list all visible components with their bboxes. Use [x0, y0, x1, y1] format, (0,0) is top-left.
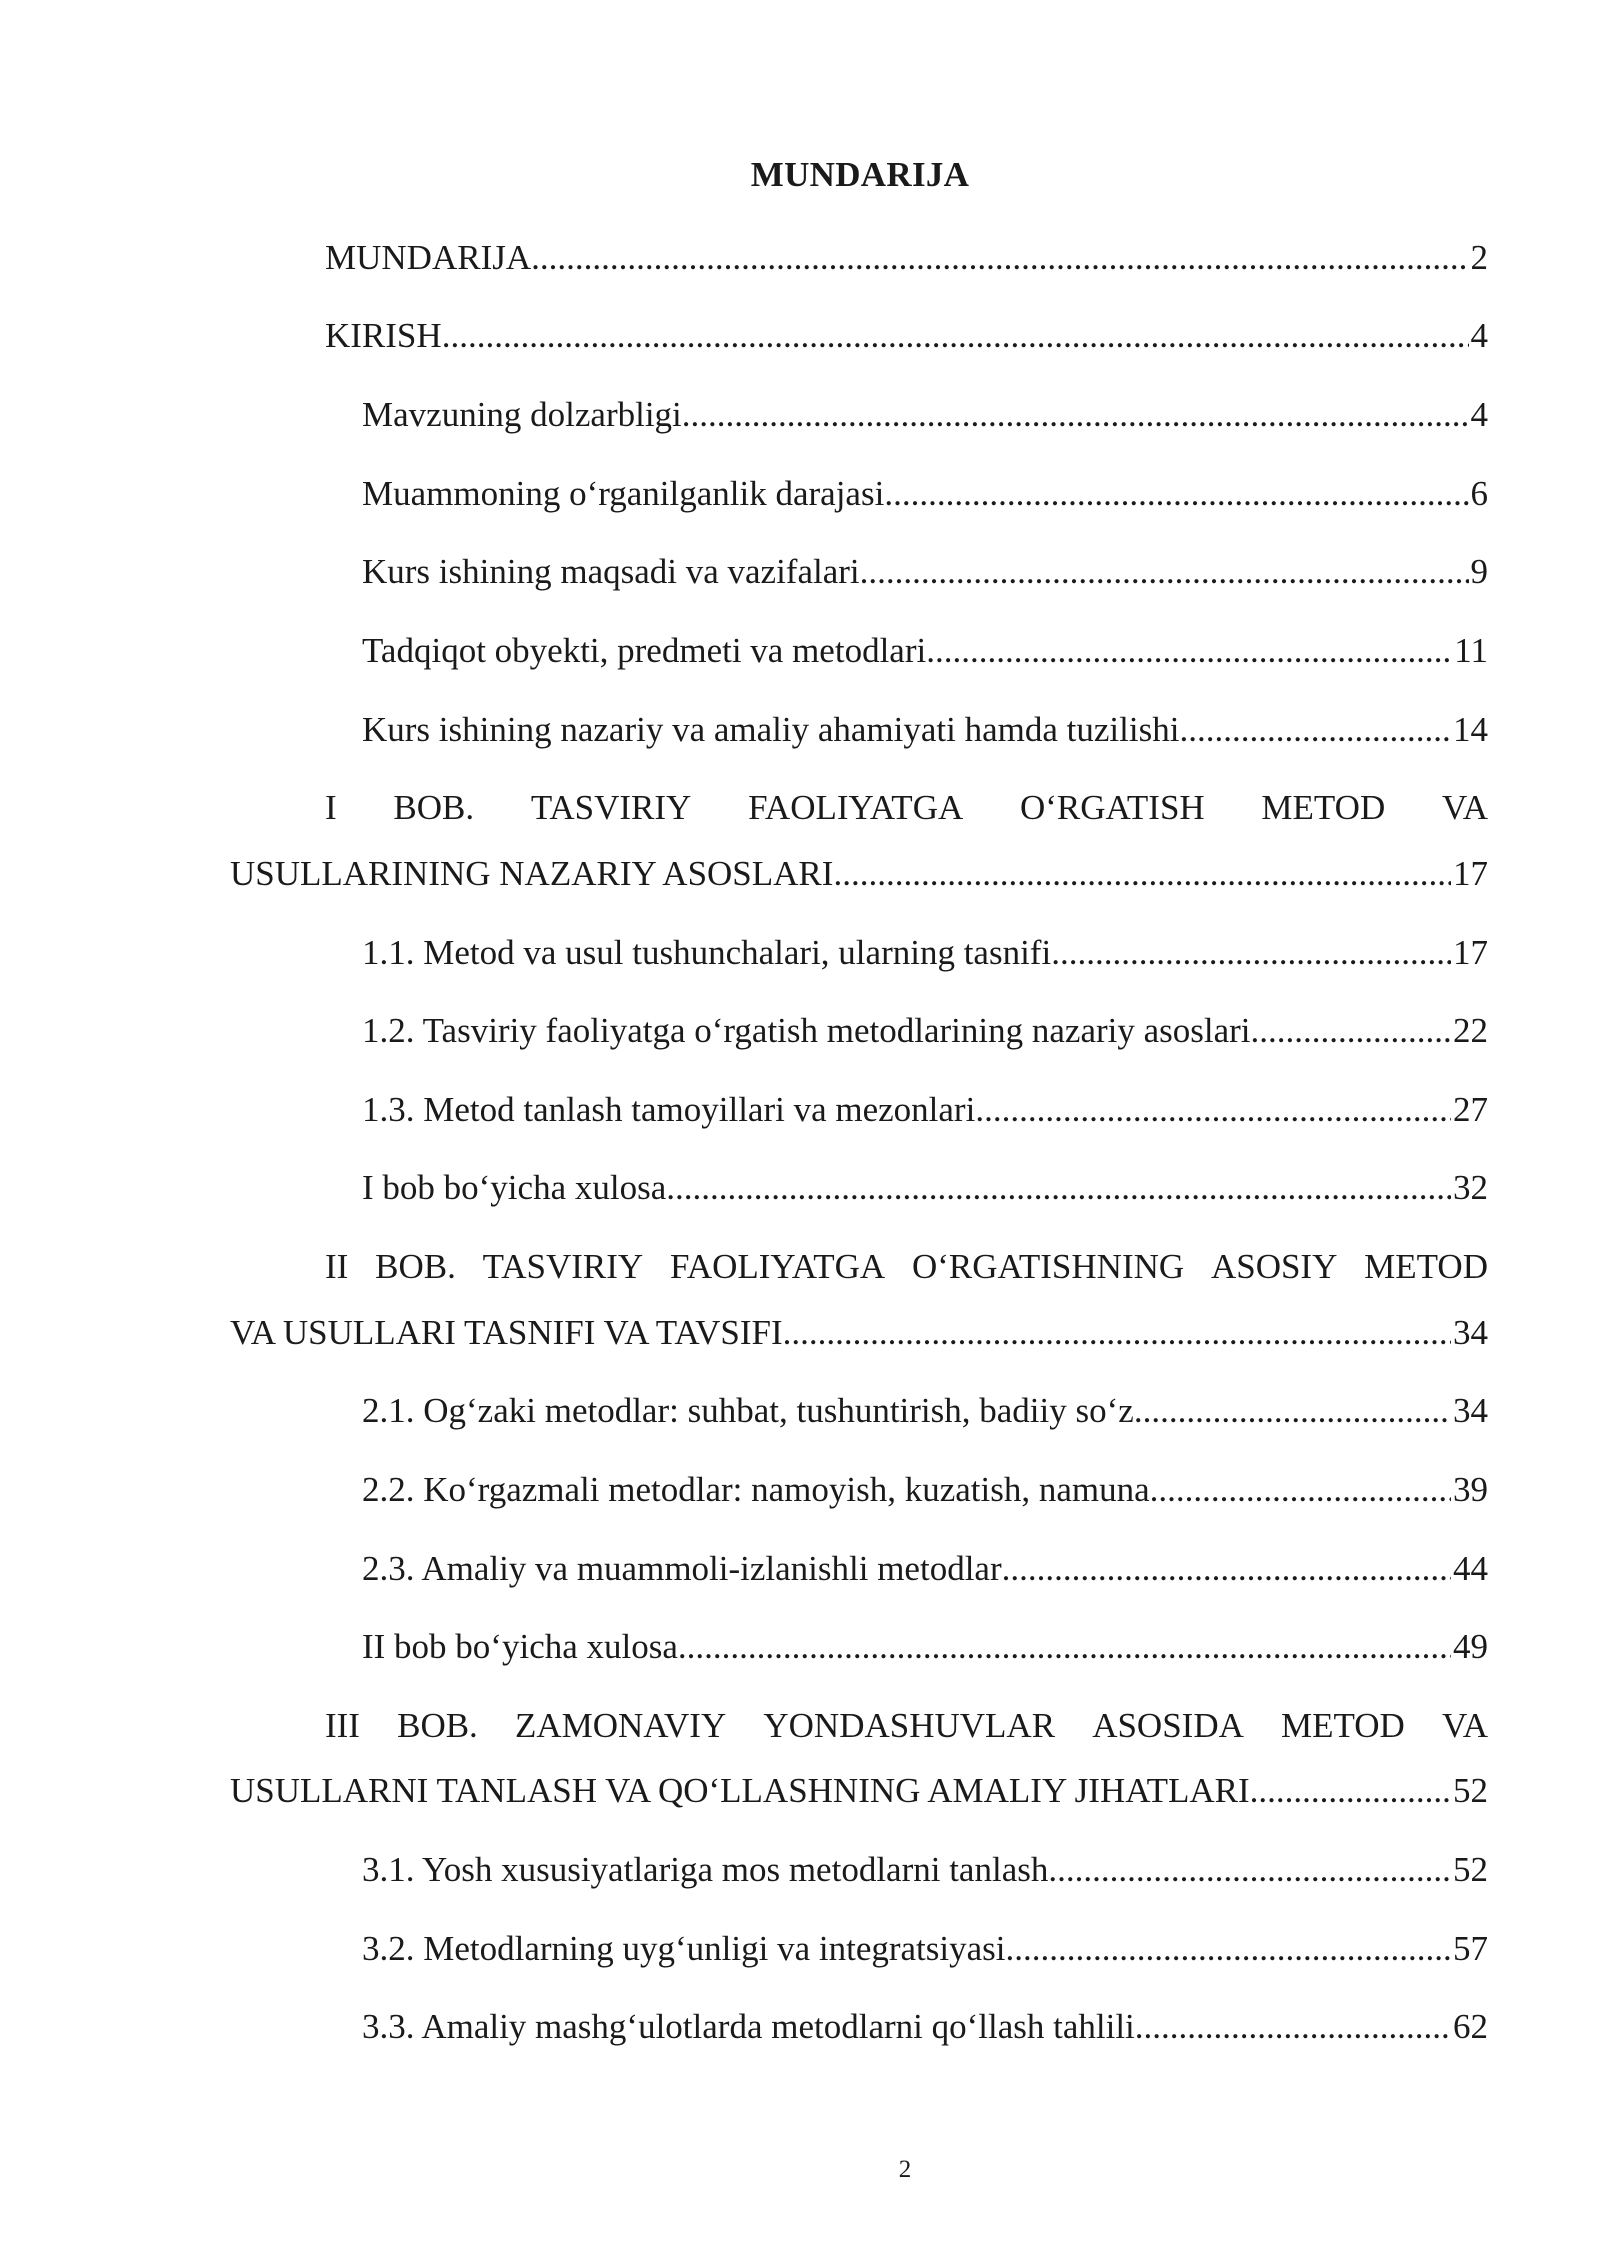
- toc-entry-label: 2.2. Ko‘rgazmali metodlar: namoyish, kuzatish, namuna: [362, 1470, 1150, 1509]
- heading-word: O‘RGATISHNING: [911, 1247, 1185, 1286]
- dot-leader: [926, 626, 1452, 676]
- toc-entry-page: 22: [1453, 1011, 1488, 1050]
- toc-entry-chapter-2-conclusion[interactable]: [362, 1622, 1488, 1672]
- heading-word: METOD: [1261, 788, 1386, 827]
- heading-word: III: [325, 1706, 360, 1745]
- heading-word: YONDASHUVLAR: [763, 1706, 1056, 1745]
- toc-entry-page: 27: [1453, 1090, 1488, 1129]
- heading-word: TASVIRIY: [482, 1247, 644, 1286]
- dot-leader: [1006, 1924, 1451, 1974]
- heading-word: ASOSIY: [1210, 1247, 1338, 1286]
- dot-leader: [678, 1622, 1451, 1672]
- toc-entry-label: Kurs ishining nazariy va amaliy ahamiyati hamda tuzilishi: [362, 710, 1180, 749]
- toc-entry-tadqiqot[interactable]: [362, 626, 1488, 676]
- heading-word: ASOSIDA: [1092, 1706, 1244, 1745]
- toc-entry-3-1[interactable]: [362, 1845, 1488, 1895]
- toc-entry-label: 2.3. Amaliy va muammoli-izlanishli metodlar: [362, 1549, 1002, 1588]
- toc-entry-page: 9: [1470, 552, 1488, 591]
- dot-leader: [975, 1085, 1451, 1135]
- toc-entry-ahamiyati[interactable]: [362, 705, 1488, 755]
- toc-entry-3-2[interactable]: [362, 1924, 1488, 1974]
- toc-entry-kirish[interactable]: [325, 311, 1488, 361]
- toc-entry-page: 34: [1453, 1391, 1488, 1430]
- toc-entry-1-1[interactable]: [362, 928, 1488, 978]
- page-title: MUNDARIJA: [750, 155, 970, 194]
- dot-leader: [1150, 1465, 1451, 1515]
- heading-word: I: [325, 788, 337, 827]
- dot-leader: [1048, 1845, 1451, 1895]
- toc-entry-label: Tadqiqot obyekti, predmeti va metodlari: [362, 631, 927, 670]
- toc-entry-page: 52: [1453, 1771, 1488, 1810]
- toc-entry-1-3[interactable]: [362, 1085, 1488, 1135]
- toc-entry-chapter-2-line-2[interactable]: [230, 1308, 1488, 1358]
- toc-entry-muammoning[interactable]: [362, 469, 1488, 519]
- toc-entry-label: 3.1. Yosh xususiyatlariga mos metodlarni tanlash: [362, 1850, 1049, 1889]
- dot-leader: [442, 311, 1469, 361]
- toc-entry-page: 14: [1453, 710, 1488, 749]
- dot-leader: [1135, 2002, 1451, 2052]
- heading-word: ZAMONAVIY: [514, 1706, 727, 1745]
- toc-entry-page: 4: [1470, 395, 1488, 434]
- toc-entry-page: 32: [1453, 1168, 1488, 1207]
- heading-word: VA: [1441, 788, 1488, 827]
- dot-leader: [833, 849, 1451, 899]
- heading-word: II: [325, 1247, 349, 1286]
- toc-entry-label: USULLARNI TANLASH VA QO‘LLASHNING AMALIY JIHATLARI: [230, 1771, 1250, 1810]
- toc-entry-page: 62: [1453, 2007, 1488, 2046]
- heading-word: VA: [1441, 1706, 1488, 1745]
- heading-word: METOD: [1281, 1706, 1405, 1745]
- toc-entry-mavzuning-dolzarbligi[interactable]: [362, 390, 1488, 440]
- toc-entry-label: Muammoning o‘rganilganlik darajasi: [362, 474, 885, 513]
- dot-leader: [682, 390, 1469, 440]
- toc-entry-label: II bob bo‘yicha xulosa: [362, 1627, 678, 1666]
- toc-entry-page: 11: [1454, 631, 1488, 670]
- toc-entry-label: 1.3. Metod tanlash tamoyillari va mezonlari: [362, 1090, 976, 1129]
- toc-entry-label: VA USULLARI TASNIFI VA TAVSIFI: [230, 1313, 783, 1352]
- dot-leader: [1002, 1544, 1451, 1594]
- dot-leader: [531, 233, 1468, 283]
- toc-entry-2-3[interactable]: [362, 1544, 1488, 1594]
- dot-leader: [884, 469, 1468, 519]
- toc-entry-page: 39: [1453, 1470, 1488, 1509]
- dot-leader: [1250, 1766, 1451, 1816]
- dot-leader: [860, 547, 1469, 597]
- toc-entry-2-2[interactable]: [362, 1465, 1488, 1515]
- heading-word: FAOLIYATGA: [748, 788, 964, 827]
- toc-entry-chapter-1-line-2[interactable]: [230, 849, 1488, 899]
- toc-entry-page: 52: [1453, 1850, 1488, 1889]
- toc-entry-page: 17: [1453, 933, 1488, 972]
- toc-entry-label: 2.1. Og‘zaki metodlar: suhbat, tushuntirish, badiiy so‘z: [362, 1391, 1134, 1430]
- heading-word: BOB.: [375, 1247, 456, 1286]
- toc-entry-chapter-3-line-1[interactable]: [325, 1701, 1488, 1751]
- heading-word: TASVIRIY: [530, 788, 692, 827]
- dot-leader: [783, 1308, 1451, 1358]
- dot-leader: [1179, 705, 1451, 755]
- toc-entry-1-2[interactable]: [362, 1006, 1488, 1056]
- toc-entry-page: 6: [1470, 474, 1488, 513]
- toc-entry-page: 49: [1453, 1627, 1488, 1666]
- toc-entry-chapter-2-line-1[interactable]: [325, 1242, 1488, 1292]
- dot-leader: [1134, 1386, 1451, 1436]
- toc-entry-mundarija[interactable]: [325, 233, 1488, 283]
- toc-entry-label: 1.1. Metod va usul tushunchalari, ularning tasnifi: [362, 933, 1052, 972]
- heading-word: O‘RGATISH: [1019, 788, 1205, 827]
- footer-page-number: 2: [898, 2156, 912, 2183]
- dot-leader: [1251, 1006, 1451, 1056]
- toc-entry-label: 1.2. Tasviriy faoliyatga o‘rgatish metodlarining nazariy asoslari: [362, 1011, 1251, 1050]
- heading-word: BOB.: [393, 788, 475, 827]
- dot-leader: [666, 1163, 1451, 1213]
- toc-entry-label: 3.2. Metodlarning uyg‘unligi va integratsiyasi: [362, 1929, 1006, 1968]
- toc-entry-chapter-3-line-2[interactable]: [230, 1766, 1488, 1816]
- toc-entry-page: 4: [1470, 316, 1488, 355]
- toc-entry-label: Mavzuning dolzarbligi: [362, 395, 682, 434]
- toc-entry-label: USULLARINING NAZARIY ASOSLARI: [230, 854, 834, 893]
- toc-entry-chapter-1-line-1[interactable]: [325, 783, 1488, 833]
- toc-entry-3-3[interactable]: [362, 2002, 1488, 2052]
- toc-entry-chapter-1-conclusion[interactable]: [362, 1163, 1488, 1213]
- toc-entry-maqsadi[interactable]: [362, 547, 1488, 597]
- toc-entry-page: 17: [1453, 854, 1488, 893]
- toc-entry-label: 3.3. Amaliy mashg‘ulotlarda metodlarni qo‘llash tahlili: [362, 2007, 1135, 2046]
- toc-entry-page: 44: [1453, 1549, 1488, 1588]
- toc-entry-page: 57: [1453, 1929, 1488, 1968]
- toc-entry-page: 2: [1470, 238, 1488, 277]
- heading-word: FAOLIYATGA: [669, 1247, 886, 1286]
- toc-entry-2-1[interactable]: [362, 1386, 1488, 1436]
- dot-leader: [1051, 928, 1451, 978]
- toc-entry-label: I bob bo‘yicha xulosa: [362, 1168, 667, 1207]
- heading-word: BOB.: [397, 1706, 478, 1745]
- toc-entry-label: Kurs ishining maqsadi va vazifalari: [362, 552, 860, 591]
- heading-word: METOD: [1364, 1247, 1488, 1286]
- toc-entry-label: MUNDARIJA: [325, 238, 532, 277]
- toc-entry-label: KIRISH: [325, 316, 442, 355]
- toc-entry-page: 34: [1453, 1313, 1488, 1352]
